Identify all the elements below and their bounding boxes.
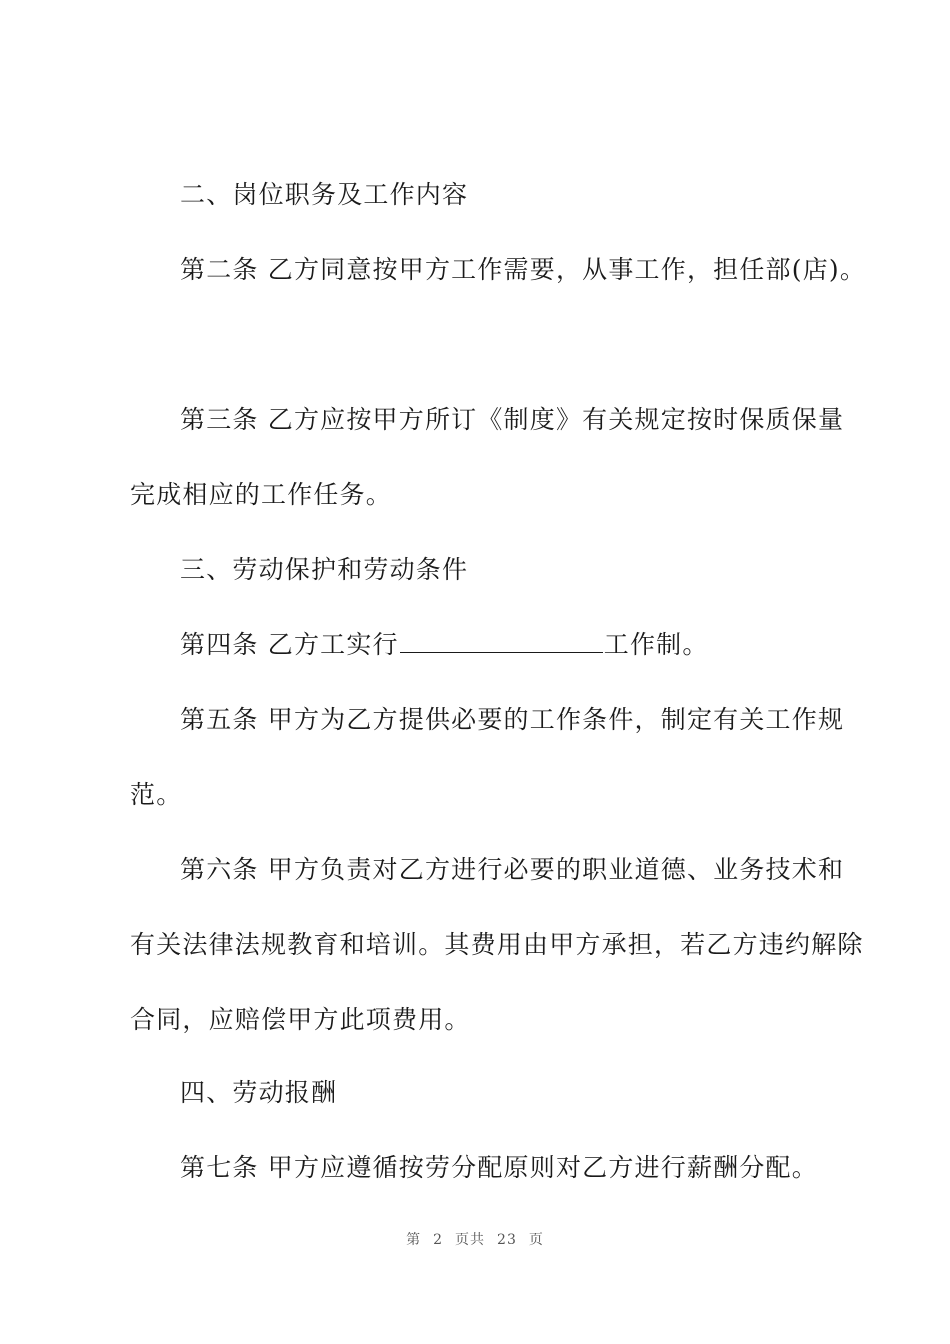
- page-label-middle: 页共: [455, 1232, 486, 1248]
- page-label-suffix: 页: [528, 1232, 544, 1248]
- page-footer: [0, 1230, 950, 1250]
- article-6-line-1: 第六条 甲方负责对乙方进行必要的职业道德、业务技术和: [180, 855, 845, 884]
- article-4-suffix: 工作制。: [603, 630, 709, 659]
- article-3-line-1: 第三条 乙方应按甲方所订《制度》有关规定按时保质保量: [180, 405, 845, 434]
- article-3-line-2: 完成相应的工作任务。: [130, 480, 393, 509]
- article-6-line-3: 合同，应赔偿甲方此项费用。: [130, 1005, 471, 1034]
- current-page-number: 2: [433, 1232, 444, 1248]
- article-4: [180, 630, 709, 660]
- section-heading-4: 四、劳动报酬: [180, 1078, 338, 1107]
- article-4-prefix: 第四条 乙方工实行: [180, 630, 399, 659]
- article-5-line-2: 范。: [130, 780, 183, 809]
- article-5-line-1: 第五条 甲方为乙方提供必要的工作条件，制定有关工作规: [180, 705, 845, 734]
- article-7: 第七条 甲方应遵循按劳分配原则对乙方进行薪酬分配。: [180, 1153, 818, 1182]
- article-6-line-2: 有关法律法规教育和培训。其费用由甲方承担，若乙方违约解除: [130, 930, 864, 959]
- total-page-count: 23: [497, 1232, 517, 1248]
- article-2: 第二条 乙方同意按甲方工作需要，从事工作，担任部(店)。: [180, 255, 867, 284]
- fill-in-blank: [400, 630, 603, 653]
- page-label-prefix: 第: [406, 1232, 422, 1248]
- section-heading-3: 三、劳动保护和劳动条件: [180, 555, 469, 584]
- section-heading-2: 二、岗位职务及工作内容: [180, 180, 469, 209]
